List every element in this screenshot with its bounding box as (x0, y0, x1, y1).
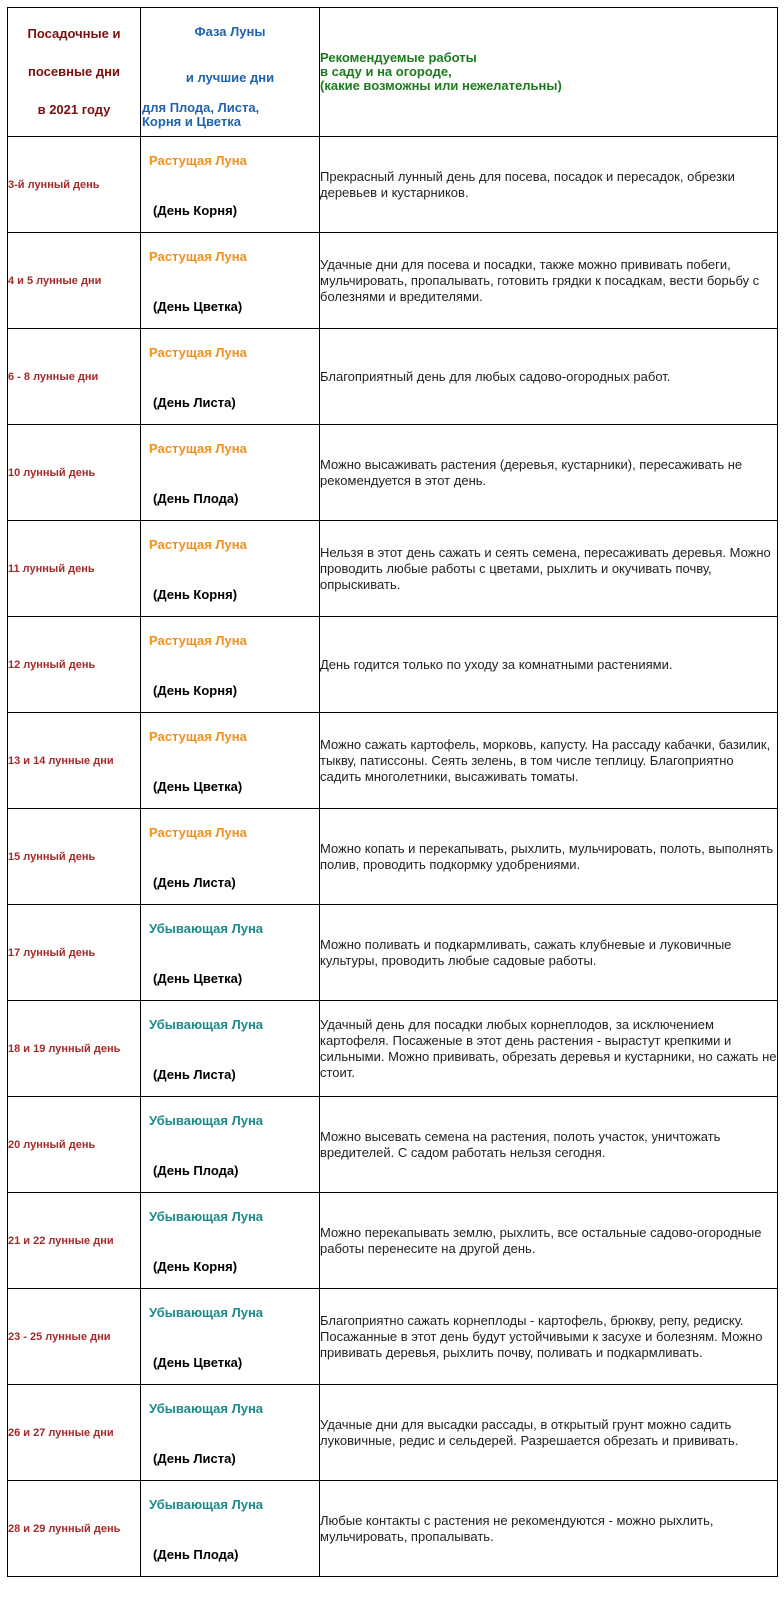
table-row (8, 137, 778, 233)
moon-phase-cell (141, 425, 320, 521)
header-recommended-works-line: (какие возможны или нежелательны) (320, 78, 562, 93)
recommended-work-cell: Можно сажать картофель, морковь, капусту. На рассаду кабачки, базилик, тыкву, патиссоны. Сеять зелень, в том числе теплицу. Благоприятно садить многолетники, высаживать томаты. (320, 713, 778, 809)
header-row (8, 8, 778, 137)
plant-day-type: (День Листа) (153, 875, 236, 890)
plant-day-type: (День Корня) (153, 587, 238, 602)
lunar-day-cell: 12 лунный день (8, 617, 141, 713)
table-row (8, 233, 778, 329)
lunar-day-cell: 28 и 29 лунный день (8, 1481, 141, 1577)
lunar-day-cell: 6 - 8 лунные дни (8, 329, 141, 425)
lunar-day-cell: 20 лунный день (8, 1097, 141, 1193)
table-row (8, 617, 778, 713)
recommended-work-cell: Любые контакты с растения не рекомендуются - можно рыхлить, мульчировать, пропалывать. (320, 1481, 778, 1577)
header-moon-phase-note-line: Корня и Цветка (142, 114, 241, 129)
plant-day-type: (День Цветка) (153, 299, 243, 314)
table-row (8, 1193, 778, 1289)
lunar-day-cell: 15 лунный день (8, 809, 141, 905)
table-row (8, 425, 778, 521)
lunar-day-cell: 4 и 5 лунные дни (8, 233, 141, 329)
recommended-work-cell: Удачный день для посадки любых корнеплодов, за исключением картофеля. Посаженые в этот день растения - вырастут крепкими и сильными. Можно прививать, обрезать деревья и кустарники, но сажать не стоит. (320, 1001, 778, 1097)
moon-phase-label: Растущая Луна (149, 729, 247, 744)
lunar-day-cell: 26 и 27 лунные дни (8, 1385, 141, 1481)
table-row (8, 809, 778, 905)
plant-day-type: (День Корня) (153, 1259, 238, 1274)
moon-phase-cell (141, 617, 320, 713)
header-recommended-works (320, 8, 778, 137)
recommended-work-cell: Удачные дни для высадки рассады, в открытый грунт можно садить луковичные, редис и сельдерей. Разрешается обрезать и прививать. (320, 1385, 778, 1481)
moon-phase-label: Убывающая Луна (149, 1113, 264, 1128)
plant-day-type: (День Листа) (153, 395, 236, 410)
plant-day-type: (День Плода) (153, 491, 239, 506)
table-row (8, 329, 778, 425)
recommended-work-cell: Можно высевать семена на растения, полоть участок, уничтожать вредителей. С садом работать нельзя сегодня. (320, 1097, 778, 1193)
recommended-work-cell: Нельзя в этот день сажать и сеять семена, пересаживать деревья. Можно проводить любые работы с цветами, рыхлить и окучивать почву, опрыскивать. (320, 521, 778, 617)
lunar-day-cell: 23 - 25 лунные дни (8, 1289, 141, 1385)
table-row (8, 713, 778, 809)
moon-phase-label: Убывающая Луна (149, 1401, 264, 1416)
lunar-day-cell: 13 и 14 лунные дни (8, 713, 141, 809)
table-row (8, 521, 778, 617)
moon-phase-label: Убывающая Луна (149, 1497, 264, 1512)
recommended-work-cell: Прекрасный лунный день для посева, посадок и пересадок, обрезки деревьев и кустарников. (320, 137, 778, 233)
moon-phase-cell (141, 713, 320, 809)
lunar-day-cell: 21 и 22 лунные дни (8, 1193, 141, 1289)
moon-phase-label: Убывающая Луна (149, 1209, 264, 1224)
table-row (8, 1001, 778, 1097)
header-planting-days-line: посевные дни (28, 64, 120, 79)
moon-phase-label: Растущая Луна (149, 825, 247, 840)
moon-phase-cell (141, 329, 320, 425)
plant-day-type: (День Цветка) (153, 971, 243, 986)
lunar-day-cell: 18 и 19 лунный день (8, 1001, 141, 1097)
plant-day-type: (День Цветка) (153, 779, 243, 794)
lunar-day-cell: 3-й лунный день (8, 137, 141, 233)
moon-phase-cell (141, 809, 320, 905)
table-row (8, 1097, 778, 1193)
moon-phase-cell (141, 1001, 320, 1097)
plant-day-type: (День Корня) (153, 203, 238, 218)
moon-phase-label: Растущая Луна (149, 633, 247, 648)
table-row (8, 1481, 778, 1577)
lunar-day-cell: 10 лунный день (8, 425, 141, 521)
plant-day-type: (День Плода) (153, 1547, 239, 1562)
recommended-work-cell: Можно поливать и подкармливать, сажать клубневые и луковичные культуры, проводить любые садовые работы. (320, 905, 778, 1001)
moon-phase-cell (141, 1385, 320, 1481)
moon-phase-label: Растущая Луна (149, 537, 247, 552)
plant-day-type: (День Цветка) (153, 1355, 243, 1370)
moon-phase-cell (141, 1097, 320, 1193)
plant-day-type: (День Листа) (153, 1451, 236, 1466)
recommended-work-cell: Благоприятный день для любых садово-огородных работ. (320, 329, 778, 425)
moon-phase-cell (141, 137, 320, 233)
header-moon-phase-note-line: для Плода, Листа, (142, 100, 260, 115)
moon-phase-label: Растущая Луна (149, 441, 247, 456)
header-recommended-works-line: Рекомендуемые работы (320, 50, 477, 65)
moon-phase-cell (141, 233, 320, 329)
moon-phase-cell (141, 1193, 320, 1289)
lunar-day-cell: 17 лунный день (8, 905, 141, 1001)
moon-phase-label: Растущая Луна (149, 249, 247, 264)
table-row (8, 905, 778, 1001)
moon-phase-cell (141, 1481, 320, 1577)
plant-day-type: (День Корня) (153, 683, 238, 698)
header-planting-days-line: в 2021 году (37, 102, 111, 117)
header-moon-phase-note (142, 101, 259, 129)
moon-phase-cell (141, 905, 320, 1001)
moon-phase-cell (141, 521, 320, 617)
moon-phase-label: Убывающая Луна (149, 1017, 264, 1032)
header-moon-phase-subtitle: и лучшие дни (185, 70, 275, 85)
moon-phase-cell (141, 1289, 320, 1385)
recommended-work-cell: Удачные дни для посева и посадки, также можно прививать побеги, мульчировать, пропалывать, готовить грядки к посадкам, вести борьбу с болезнями и вредителями. (320, 233, 778, 329)
moon-phase-label: Растущая Луна (149, 153, 247, 168)
table-row (8, 1385, 778, 1481)
recommended-work-cell: Можно высаживать растения (деревья, кустарники), пересаживать не рекомендуется в этот день. (320, 425, 778, 521)
moon-phase-label: Убывающая Луна (149, 921, 264, 936)
recommended-work-cell: Можно копать и перекапывать, рыхлить, мульчировать, полоть, выполнять полив, проводить подкормку удобрениями. (320, 809, 778, 905)
recommended-work-cell: Можно перекапывать землю, рыхлить, все остальные садово-огородные работы перенесите на другой день. (320, 1193, 778, 1289)
plant-day-type: (День Плода) (153, 1163, 239, 1178)
header-planting-days (8, 8, 141, 137)
table-row (8, 1289, 778, 1385)
lunar-day-cell: 11 лунный день (8, 521, 141, 617)
recommended-work-cell: Благоприятно сажать корнеплоды - картофель, брюкву, репу, редиску. Посажанные в этот день будут устойчивыми к засухе и болезням. Можно прививать деревья, рыхлить почву, поливать и подкармливать. (320, 1289, 778, 1385)
recommended-work-cell: День годится только по уходу за комнатными растениями. (320, 617, 778, 713)
planting-calendar-table (7, 7, 778, 1577)
plant-day-type: (День Листа) (153, 1067, 236, 1082)
header-recommended-works-line: в саду и на огороде, (320, 64, 452, 79)
moon-phase-label: Убывающая Луна (149, 1305, 264, 1320)
header-moon-phase (141, 8, 320, 137)
moon-phase-label: Растущая Луна (149, 345, 247, 360)
header-planting-days-line: Посадочные и (27, 26, 121, 41)
header-moon-phase-title: Фаза Луны (194, 24, 266, 39)
